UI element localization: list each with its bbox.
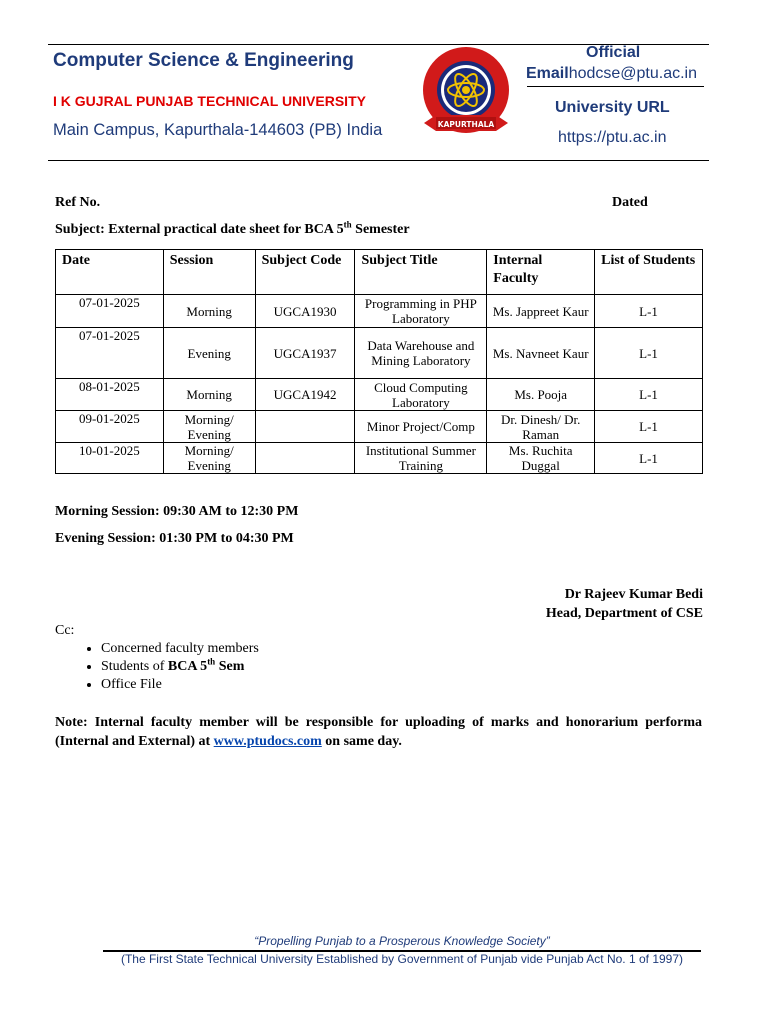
student-list-cell: L-1 (595, 411, 703, 443)
faculty-cell: Ms. Pooja (487, 379, 595, 411)
cc-item-bold-suffix: Sem (215, 659, 245, 674)
subject-line (55, 219, 410, 238)
subject-title-cell: Cloud Computing Laboratory (355, 379, 487, 411)
table-row (56, 295, 703, 328)
faculty-cell: Ms. Navneet Kaur (487, 328, 595, 379)
date-cell: 07-01-2025 (56, 328, 164, 379)
logo-text: KAPURTHALA (437, 120, 495, 129)
cc-item-text: Concerned faculty members (101, 641, 259, 656)
subject-code-cell (255, 411, 355, 443)
column-header: Internal Faculty (487, 250, 595, 295)
date-cell: 10-01-2025 (56, 443, 164, 474)
date-cell: 09-01-2025 (56, 411, 164, 443)
date-sheet-table (55, 249, 703, 474)
subject-code-cell: UGCA1930 (255, 295, 355, 328)
column-header: List of Students (595, 250, 703, 295)
student-list-cell: L-1 (595, 328, 703, 379)
signatory-name: Dr Rajeev Kumar Bedi (564, 587, 703, 602)
date-cell: 08-01-2025 (56, 379, 164, 411)
cc-item-bold: BCA 5 (167, 659, 208, 674)
column-header: Subject Title (355, 250, 487, 295)
session-cell: Evening (163, 328, 255, 379)
subject-code-cell: UGCA1942 (255, 379, 355, 411)
student-list-cell: L-1 (595, 443, 703, 474)
faculty-cell: Ms. Jappreet Kaur (487, 295, 595, 328)
table-row (56, 379, 703, 411)
dated-label: Dated (612, 195, 648, 210)
ptudocs-link[interactable]: www.ptudocs.com (213, 734, 322, 749)
footer-establishment-line: (The First State Technical University Established by Government of Punjab vide Punjab Act No. 1 of 1997) (120, 952, 684, 966)
cc-item-text: Students of (101, 659, 168, 674)
subject-sup: th (343, 219, 352, 230)
note-text: Note: Internal faculty member will be responsible for uploading of marks and honorarium performa (Internal and External) at (55, 715, 702, 749)
department-name: Computer Science & Engineering (53, 50, 354, 71)
header-bottom-rule (48, 160, 709, 161)
session-cell: Morning (163, 379, 255, 411)
note-paragraph (55, 713, 702, 751)
note-suffix: on same day. (321, 734, 402, 749)
ref-no-label: Ref No. (55, 195, 101, 210)
table-row (56, 328, 703, 379)
session-cell: Morning (163, 295, 255, 328)
evening-session-timing: Evening Session: 01:30 PM to 04:30 PM (55, 531, 294, 546)
university-name: I K GUJRAL PUNJAB TECHNICAL UNIVERSITY (53, 93, 366, 109)
list-item (101, 640, 259, 658)
university-url[interactable]: https://ptu.ac.in (558, 129, 667, 146)
table-row (56, 443, 703, 474)
email-label: Email (526, 65, 569, 82)
session-cell: Morning/ Evening (163, 443, 255, 474)
signatory-title: Head, Department of CSE (545, 606, 703, 621)
faculty-cell: Ms. Ruchita Duggal (487, 443, 595, 474)
faculty-cell: Dr. Dinesh/ Dr. Raman (487, 411, 595, 443)
column-header: Session (163, 250, 255, 295)
table-row (56, 411, 703, 443)
morning-session-timing: Morning Session: 09:30 AM to 12:30 PM (55, 504, 299, 519)
student-list-cell: L-1 (595, 379, 703, 411)
university-logo (418, 45, 514, 141)
cc-item-sup: th (207, 656, 216, 667)
student-list-cell: L-1 (595, 295, 703, 328)
footer-motto: “Propelling Punjab to a Prosperous Knowledge Society” (254, 934, 550, 948)
subject-code-cell (255, 443, 355, 474)
subject-title-cell: Minor Project/Comp (355, 411, 487, 443)
subject-title-cell: Programming in PHP Laboratory (355, 295, 487, 328)
subject-code-cell: UGCA1937 (255, 328, 355, 379)
column-header: Date (56, 250, 164, 295)
cc-list (55, 640, 259, 694)
url-label: University URL (555, 99, 670, 116)
subject-title-cell: Institutional Summer Training (355, 443, 487, 474)
table-header-row (56, 250, 703, 295)
subject-text: Subject: External practical date sheet for BCA 5 (55, 222, 344, 237)
email-line (526, 65, 697, 83)
email-underline (527, 86, 704, 87)
column-header: Subject Code (255, 250, 355, 295)
session-cell: Morning/ Evening (163, 411, 255, 443)
email-address[interactable]: hodcse@ptu.ac.in (568, 65, 698, 82)
cc-item-text: Office File (101, 677, 162, 692)
subject-suffix: Semester (351, 222, 410, 237)
official-label: Official (586, 44, 641, 61)
list-item (101, 676, 259, 694)
campus-address: Main Campus, Kapurthala-144603 (PB) India (53, 121, 383, 139)
subject-title-cell: Data Warehouse and Mining Laboratory (355, 328, 487, 379)
date-cell: 07-01-2025 (56, 295, 164, 328)
cc-label: Cc: (55, 623, 75, 638)
list-item (101, 658, 259, 676)
